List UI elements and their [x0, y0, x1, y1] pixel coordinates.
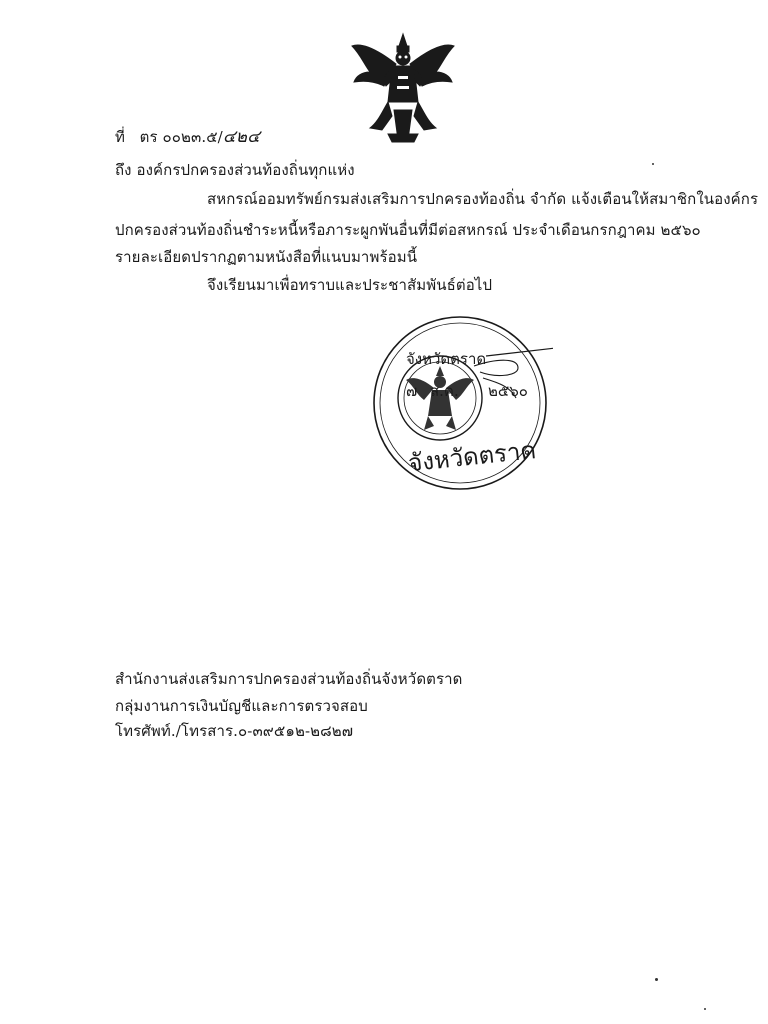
footer-division: กลุ่มงานการเงินบัญชีและการตรวจสอบ: [115, 697, 368, 715]
reference-number: ๔๒๔: [222, 127, 261, 147]
body-paragraph-1-line-2: ปกครองส่วนท้องถิ่นชำระหนี้หรือภาระผูกพันอื่นที่มีต่อสหกรณ์ ประจำเดือนกรกฎาคม ๒๕๖๐: [115, 221, 701, 239]
body-paragraph-1-line-3: รายละเอียดปรากฏตามหนังสือที่แนบมาพร้อมนี้: [115, 248, 418, 266]
stamp-bottom-text: จังหวัดตราด: [406, 436, 538, 478]
footer-phone: โทรศัพท์./โทรสาร.๐-๓๙๕๑๒-๒๘๒๗: [115, 722, 354, 740]
stamp-top-text: จังหวัดตราด: [406, 350, 487, 368]
scan-speck: [652, 163, 654, 165]
footer-office: สำนักงานส่งเสริมการปกครองส่วนท้องถิ่นจังหวัดตราด: [115, 670, 463, 688]
provincial-stamp: [368, 308, 553, 493]
stamp-date-day: ๗: [406, 382, 418, 400]
body-paragraph-2: จึงเรียนมาเพื่อทราบและประชาสัมพันธ์ต่อไป: [207, 276, 493, 294]
garuda-emblem-icon: [348, 30, 458, 145]
stamp-date-year: ๒๕๖๐: [488, 382, 528, 400]
scan-speck: [704, 1008, 706, 1010]
reference-label: ที่: [115, 128, 125, 146]
reference-code: ตร ๐๐๒๓.๕/: [139, 128, 223, 146]
stamp-date-month: ส.ค.: [430, 382, 459, 400]
recipient-line: ถึง องค์กรปกครองส่วนท้องถิ่นทุกแห่ง: [115, 161, 355, 179]
scan-speck: [655, 978, 658, 981]
body-paragraph-1-line-1: สหกรณ์ออมทรัพย์กรมส่งเสริมการปกครองท้องถิ่น จำกัด แจ้งเตือนให้สมาชิกในองค์กร: [207, 190, 759, 208]
reference-line: [115, 123, 260, 150]
